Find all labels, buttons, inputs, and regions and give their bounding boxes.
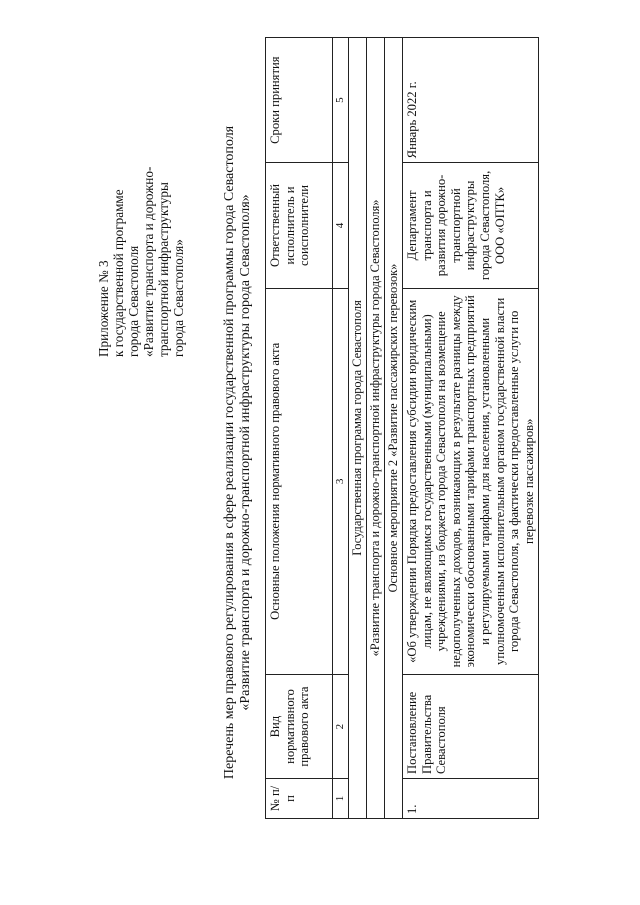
column-number-row	[333, 38, 349, 819]
document-title: Перечень мер правового регулирования в сфере реализации государственной программы города Севастополя	[222, 125, 237, 780]
section-row	[367, 38, 385, 819]
row-deadline: Январь 2022 г.	[403, 38, 539, 163]
section-row	[385, 38, 403, 819]
appendix-line: транспортной инфраструктуры	[156, 182, 171, 357]
row-provisions: «Об утверждении Порядка предоставления субсидии юридическим лицам, не являющимся государственными (муниципальными) учреждениями, из бюджета города Севастополя на возмещение недополученных доходов, возникающих в результате разницы между экономически обоснованными тарифами транспортных предприятий и регулируемыми тарифами для населения, установленными уполномоченным исполнительным органом государственной власти города Севастополя, за фактически предоставленные услуги по перевозке пассажиров»	[403, 288, 539, 675]
appendix-line: города Севастополя	[126, 245, 141, 357]
header-act-type: Вид нормативного правового акта	[266, 675, 333, 779]
header-executor: Ответственный исполнитель и соисполнители	[266, 163, 333, 288]
appendix-header	[96, 17, 186, 357]
section-program-name: «Развитие транспорта и дорожно-транспортной инфраструктуры города Севастополя»	[367, 38, 385, 819]
table-header-row	[266, 38, 333, 819]
header-provisions: Основные положения нормативного правового акта	[266, 288, 333, 675]
row-executor: Департамент транспорта и развития дорожно-транспортной инфраструктуры города Севастополя, ООО «ОПТК»	[403, 163, 539, 288]
column-number: 3	[333, 288, 349, 675]
row-act-type: Постановление Правительства Севастополя	[403, 675, 539, 779]
appendix-line: к государственной программе	[111, 189, 126, 357]
column-number: 1	[333, 779, 349, 819]
document-subtitle: «Развитие транспорта и дорожно-транспортной инфраструктуры города Севастополя»	[238, 194, 253, 711]
section-main-activity: Основное мероприятие 2 «Развитие пассажирских перевозок»	[385, 38, 403, 819]
header-deadline: Сроки принятия	[266, 38, 333, 163]
row-number: 1.	[403, 779, 539, 819]
table-row	[403, 38, 539, 819]
appendix-line: «Развитие транспорта и дорожно-	[141, 166, 156, 357]
column-number: 2	[333, 675, 349, 779]
section-program-title: Государственная программа города Севастополя	[349, 38, 367, 819]
header-number: № п/п	[266, 779, 333, 819]
appendix-line: Приложение № 3	[96, 260, 111, 357]
section-row	[349, 38, 367, 819]
appendix-line: города Севастополя»	[171, 239, 186, 357]
regulation-table	[265, 37, 539, 819]
column-number: 5	[333, 38, 349, 163]
column-number: 4	[333, 163, 349, 288]
